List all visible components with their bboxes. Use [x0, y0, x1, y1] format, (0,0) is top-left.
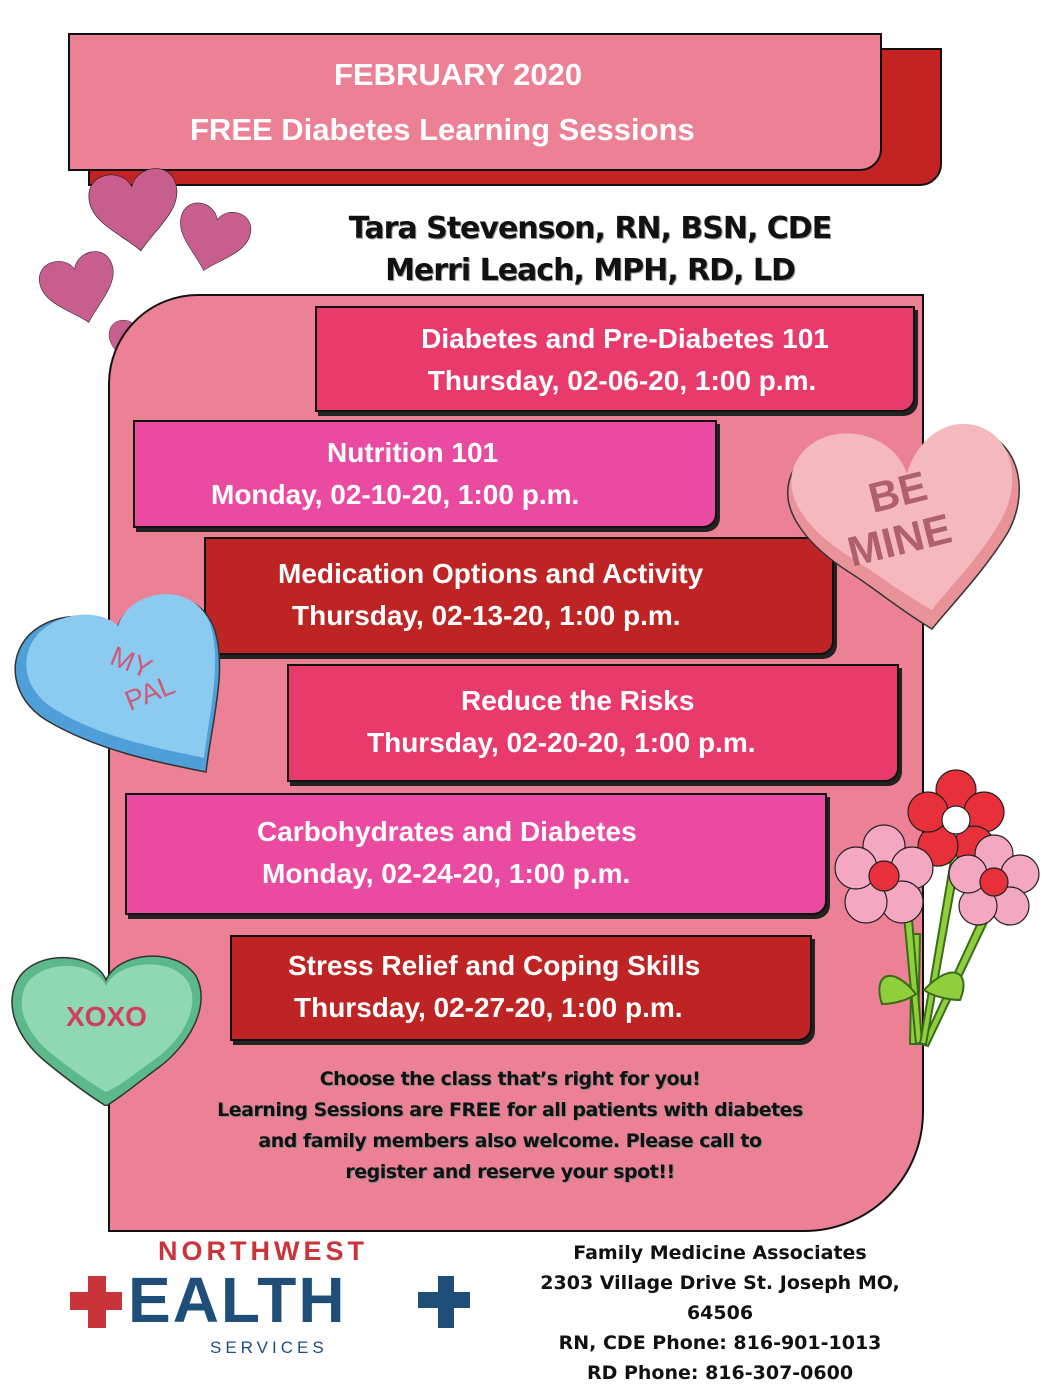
session-date: Thursday, 02-20-20, 1:00 p.m. [367, 727, 756, 758]
my-pal-line-1: MY [105, 640, 157, 685]
footnote-line-4: register and reserve your spot!! [345, 1161, 675, 1183]
presenters [320, 208, 860, 292]
session-nutrition-101 [133, 420, 717, 528]
header-title: FREE Diabetes Learning Sessions [190, 112, 695, 147]
my-pal-line-2: PAL [120, 668, 180, 717]
session-carbohydrates [125, 793, 827, 915]
presenter-2: Merri Leach, MPH, RD, LD [385, 253, 795, 288]
contact-rd-phone: RD Phone: 816-307-0600 [586, 1362, 854, 1384]
be-mine-line-2: MINE [842, 504, 957, 576]
session-title: Stress Relief and Coping Skills [288, 950, 701, 981]
presenter-1: Tara Stevenson, RN, BSN, CDE [348, 211, 832, 246]
session-diabetes-101 [315, 306, 915, 412]
session-title: Diabetes and Pre-Diabetes 101 [421, 323, 829, 354]
logo-services: SERVICES [210, 1338, 328, 1357]
footnote-line-2: Learning Sessions are FREE for all patients with diabetes [217, 1099, 803, 1121]
session-date: Thursday, 02-27-20, 1:00 p.m. [294, 992, 683, 1023]
session-title: Reduce the Risks [461, 685, 695, 716]
logo-health: EALTH [128, 1264, 347, 1336]
session-stress-relief [230, 935, 812, 1041]
session-title: Medication Options and Activity [278, 558, 704, 589]
session-title: Nutrition 101 [327, 437, 499, 468]
xoxo-text: XOXO [66, 1001, 147, 1032]
contact-address: 2303 Village Drive St. Joseph MO, 64506 [540, 1272, 900, 1324]
session-medication [204, 537, 834, 655]
logo-cross-icon [68, 1272, 128, 1332]
contact-info [510, 1238, 930, 1388]
my-pal-heart-icon [6, 580, 222, 780]
footnote-line-3: and family members also welcome. Please call to [258, 1130, 762, 1152]
be-mine-heart-icon [782, 414, 1032, 636]
contact-org: Family Medicine Associates [573, 1242, 867, 1264]
footnote [160, 1064, 860, 1188]
session-date: Monday, 02-24-20, 1:00 p.m. [262, 858, 631, 889]
footnote-line-1: Choose the class that’s right for you! [319, 1068, 701, 1090]
header-month: FEBRUARY 2020 [334, 57, 583, 92]
session-reduce-risks [287, 664, 899, 782]
flowers-icon [832, 764, 1046, 1056]
session-title: Carbohydrates and Diabetes [257, 816, 637, 847]
contact-rn-phone: RN, CDE Phone: 816-901-1013 [558, 1332, 882, 1354]
logo-northwest: NORTHWEST [158, 1236, 368, 1266]
session-date: Thursday, 02-06-20, 1:00 p.m. [427, 365, 817, 396]
logo-cross-right-icon [418, 1272, 478, 1332]
session-date: Monday, 02-10-20, 1:00 p.m. [211, 479, 580, 510]
session-date: Thursday, 02-13-20, 1:00 p.m. [292, 600, 681, 631]
be-mine-line-1: BE [863, 462, 932, 522]
